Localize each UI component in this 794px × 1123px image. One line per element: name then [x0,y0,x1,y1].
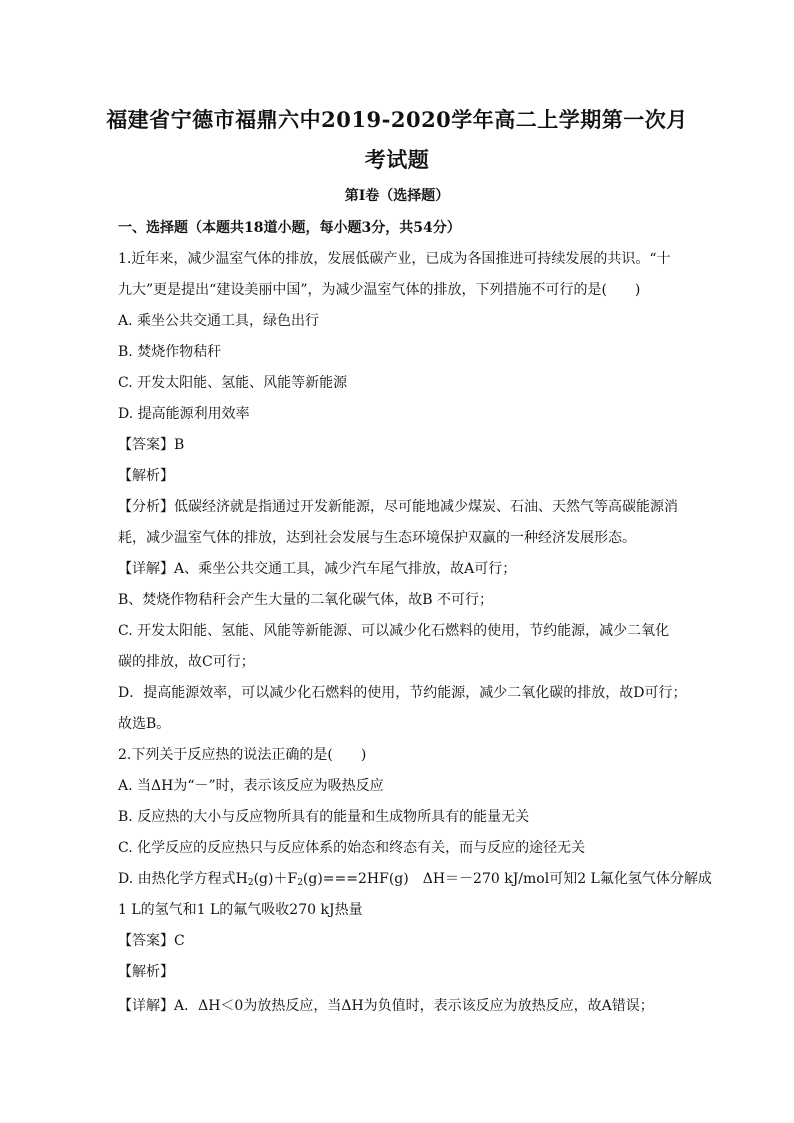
q1-option-d: D. 提高能源利用效率 [118,406,250,422]
document-title-line1: 福建省宁德市福鼎六中2019-2020学年高二上学期第一次月 [106,107,688,132]
q2-option-b: B. 反应热的大小与反应物所具有的能量和生成物所具有的能量无关 [118,809,530,825]
q2-option-d-line2: 1 L的氢气和1 L的氟气吸收270 kJ热量 [118,902,363,918]
q2-option-d-line1 [118,869,712,893]
subscript-2: 2 [247,878,254,888]
document-title-line2: 考试题 [364,147,430,172]
subscript-2: 2 [297,878,303,888]
q1-option-b: B. 焚烧作物秸秆 [118,344,222,360]
q2-option-a: A. 当ΔH为“－”时，表示该反应为吸热反应 [118,778,384,794]
q1-stem-line1: 1.近年来，减少温室气体的排放，发展低碳产业，已成为各国推进可持续发展的共识。“十 [118,251,671,267]
q1-detail-b: B、焚烧作物秸秆会产生大量的二氧化碳气体，故B 不可行； [118,592,494,608]
q2-answer: 【答案】C [118,933,185,949]
q2-stem: 2.下列关于反应热的说法正确的是( ) [118,747,367,763]
q1-detail-a: 【详解】A、乘坐公共交通工具，减少汽车尾气排放，故A可行； [118,561,517,577]
q2-option-d-mid: (g)＋F [253,871,298,887]
q1-conclusion: 故选B。 [118,716,171,732]
section-subtitle: 第Ⅰ卷（选择题） [344,188,450,204]
q1-stem-line2: 九大”更是提出“建设美丽中国”，为减少温室气体的排放，下列措施不可行的是( ) [118,282,641,298]
q2-option-d-prefix: D. 由热化学方程式H [118,871,248,887]
q1-detail-c-line1: C. 开发太阳能、氢能、风能等新能源、可以减少化石燃料的使用，节约能源，减少二氧化 [118,623,670,639]
q2-option-d-suffix: (g)===2HF(g) ΔH＝－270 kJ/mol可知2 L氟化氢气体分解成 [302,871,712,887]
q1-detail-c-line2: 碳的排放，故C可行； [118,654,255,670]
q1-analysis-label: 【解析】 [118,468,174,484]
q2-analysis-label: 【解析】 [118,964,174,980]
q2-option-c: C. 化学反应的反应热只与反应体系的始态和终态有关，而与反应的途径无关 [118,840,586,856]
q1-answer: 【答案】B [118,437,185,453]
q1-option-c: C. 开发太阳能、氢能、风能等新能源 [118,375,348,391]
q1-option-a: A. 乘坐公共交通工具，绿色出行 [118,313,320,329]
q1-fenxi-line1: 【分析】低碳经济就是指通过开发新能源，尽可能地减少煤炭、石油、天然气等高碳能源消 [118,499,678,515]
q1-detail-d: D．提高能源效率，可以减少化石燃料的使用，节约能源，减少二氧化碳的排放，故D可行； [118,685,687,701]
q1-fenxi-line2: 耗，减少温室气体的排放，达到社会发展与生态环境保护双赢的一种经济发展形态。 [118,530,636,546]
section-heading: 一、选择题（本题共18道小题，每小题3分，共54分） [118,220,461,236]
q2-detail-a: 【详解】A．ΔH＜0为放热反应，当ΔH为负值时，表示该反应为放热反应，故A错误； [118,998,654,1014]
